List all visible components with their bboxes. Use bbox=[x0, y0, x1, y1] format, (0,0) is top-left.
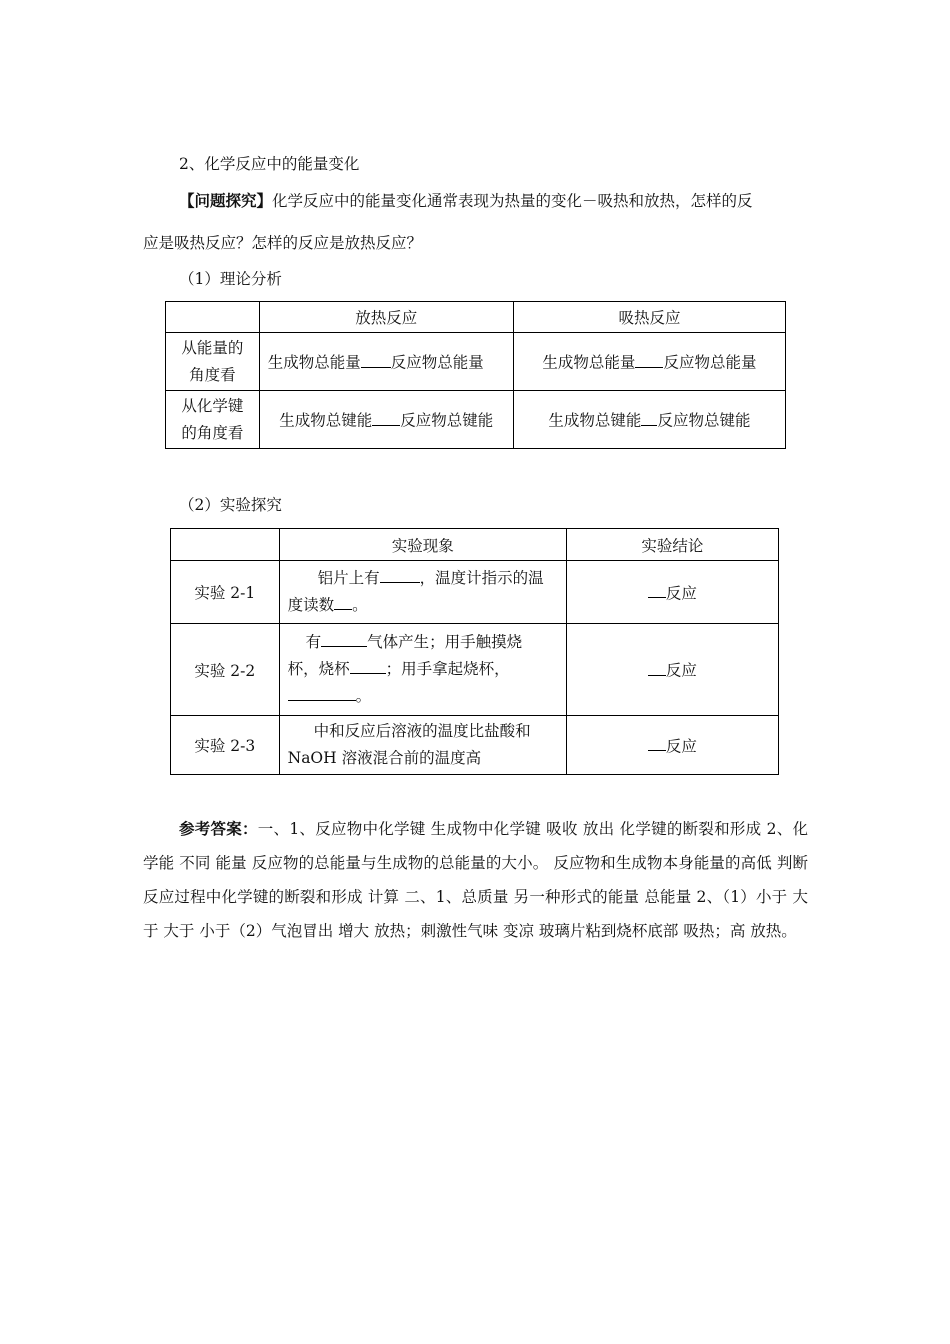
table-row bbox=[171, 716, 779, 775]
table-row bbox=[166, 391, 786, 449]
theory-cell-endo-bond: 生成物总键能 反应物总键能 bbox=[513, 391, 785, 449]
experiment-header-conclusion: 实验结论 bbox=[566, 529, 778, 561]
answers-label: 参考答案： bbox=[179, 819, 258, 838]
theory-table bbox=[165, 301, 786, 449]
experiment-phenomenon: 中和反应后溶液的温度比盐酸和 NaOH 溶液混合前的温度高 bbox=[279, 716, 566, 775]
reference-answers bbox=[143, 812, 808, 948]
experiment-name: 实验 2-3 bbox=[171, 716, 280, 775]
theory-heading: （1）理论分析 bbox=[179, 270, 282, 288]
experiment-name: 实验 2-2 bbox=[171, 624, 280, 716]
theory-cell-endo-energy: 生成物总能量 反应物总能量 bbox=[513, 333, 785, 391]
experiment-table bbox=[170, 528, 779, 775]
experiment-header-phenomenon: 实验现象 bbox=[279, 529, 566, 561]
theory-cell-exo-bond: 生成物总键能 反应物总键能 bbox=[259, 391, 513, 449]
theory-cell-exo-energy: 生成物总能量 反应物总能量 bbox=[259, 333, 513, 391]
inquiry-line-2: 应是吸热反应？怎样的反应是放热反应？ bbox=[143, 234, 423, 252]
inquiry-text-1: 化学反应中的能量变化通常表现为热量的变化－吸热和放热，怎样的反 bbox=[272, 192, 753, 210]
table-row bbox=[171, 624, 779, 716]
experiment-header-empty bbox=[171, 529, 280, 561]
theory-header-empty bbox=[166, 302, 260, 333]
theory-row-heading: 从化学键 的角度看 bbox=[166, 391, 260, 449]
experiment-phenomenon: 有 气体产生；用手触摸烧 杯，烧杯 ；用手拿起烧杯， 。 bbox=[279, 624, 566, 716]
theory-header-exo: 放热反应 bbox=[259, 302, 513, 333]
inquiry-line-1 bbox=[179, 189, 753, 211]
experiment-phenomenon: 铝片上有 ，温度计指示的温 度读数 。 bbox=[279, 561, 566, 624]
experiment-conclusion: 反应 bbox=[566, 561, 778, 624]
experiment-heading: （2）实验探究 bbox=[179, 496, 282, 514]
table-row bbox=[166, 333, 786, 391]
theory-header-endo: 吸热反应 bbox=[513, 302, 785, 333]
table-row bbox=[171, 561, 779, 624]
experiment-conclusion: 反应 bbox=[566, 624, 778, 716]
answers-text: 一、1、反应物中化学键 生成物中化学键 吸收 放出 化学键的断裂和形成 2、化学能 不同 能量 反应物的总能量与生成物的总能量的大小。 反应物和生成物本身能量的高低 判断 反应过程中化学键的断裂和形成 计算 二、1、总质量 另一种形式的能量 总能量 2、（1）小于 大于 大于 小于（2）气泡冒出 增大 放热；刺激性气味 变凉 玻璃片粘到烧杯底部 吸热；高 放热。 bbox=[143, 820, 808, 940]
section-title: 2、化学反应中的能量变化 bbox=[179, 155, 360, 173]
experiment-name: 实验 2-1 bbox=[171, 561, 280, 624]
inquiry-label: 【问题探究】 bbox=[179, 191, 273, 210]
experiment-conclusion: 反应 bbox=[566, 716, 778, 775]
theory-row-heading: 从能量的 角度看 bbox=[166, 333, 260, 391]
